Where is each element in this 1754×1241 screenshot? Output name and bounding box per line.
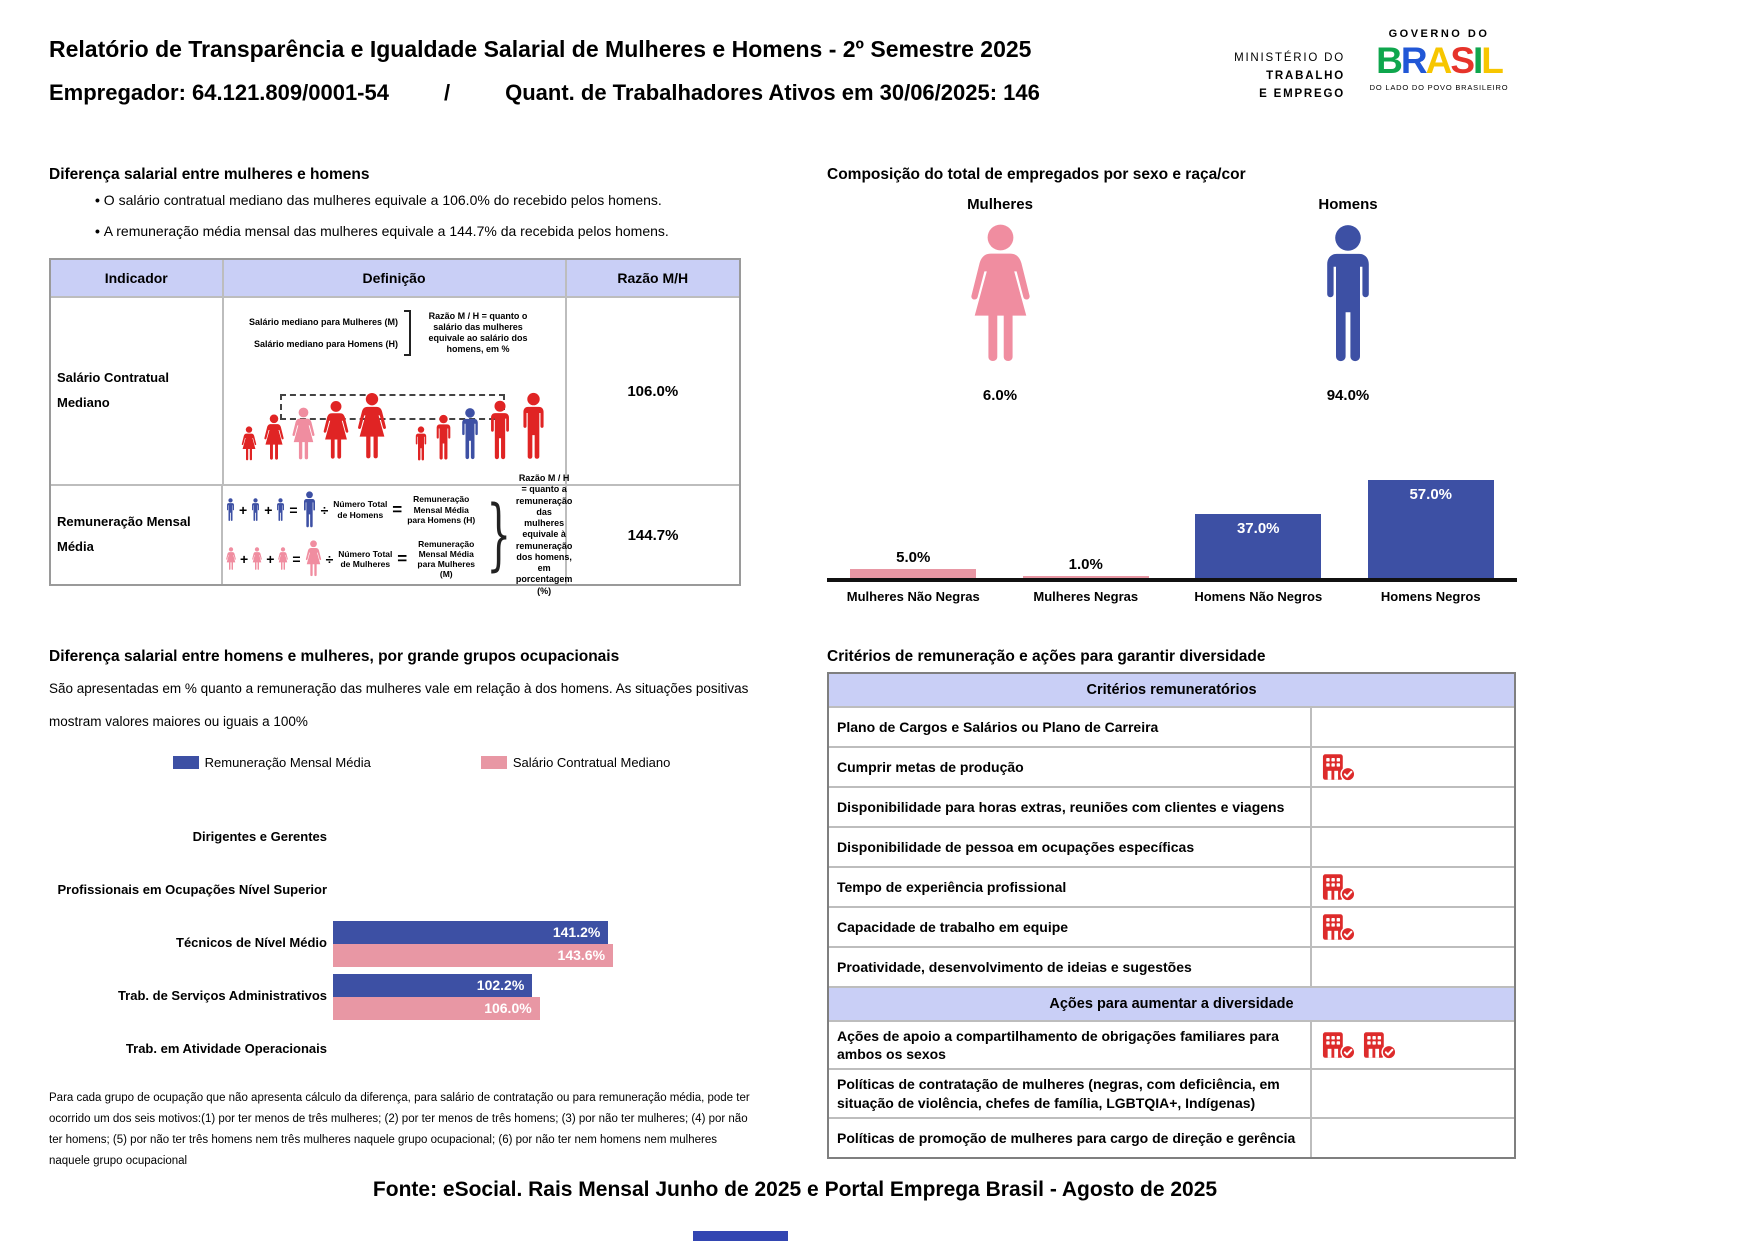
- equals-operator: =: [289, 501, 298, 518]
- criteria-label: Disponibilidade para horas extras, reuniões com clientes e viagens: [829, 788, 1312, 826]
- criteria-marks: [1312, 1070, 1514, 1116]
- definition-illustration: [224, 298, 567, 484]
- employer-id: Empregador: 64.121.809/0001-54: [49, 80, 389, 105]
- criteria-marks: [1312, 708, 1514, 746]
- bottom-blue-bar: [693, 1231, 788, 1241]
- women-remuneration-formula: [225, 539, 482, 580]
- occupational-chart: [49, 811, 794, 1076]
- bar-value-label: 37.0%: [1236, 520, 1280, 538]
- plus-operator: +: [264, 501, 273, 518]
- equals-operator: =: [397, 549, 408, 568]
- man-figure-icon: [486, 400, 514, 462]
- chart-row: [49, 811, 794, 864]
- bar-value-label: 57.0%: [1409, 485, 1453, 503]
- vbar-slot: [1172, 514, 1345, 578]
- subtitle-separator: /: [443, 80, 451, 105]
- criteria-row: [829, 1117, 1514, 1157]
- man-figure-icon: [250, 498, 261, 522]
- criteria-label: Disponibilidade de pessoa em ocupações específicas: [829, 828, 1312, 866]
- building-check-icon: [1322, 1031, 1356, 1060]
- women-group-figures: [240, 392, 389, 462]
- legend-label: Remuneração Mensal Média: [204, 755, 371, 770]
- brasil-letter: L: [1481, 40, 1502, 81]
- category-label: Profissionais em Ocupações Nível Superior: [57, 882, 327, 898]
- criteria-label: Políticas de contratação de mulheres (negras, com deficiência, em situação de violência, chefes de família, LGBTQIA+, Indígenas): [829, 1070, 1312, 1116]
- occupational-heading: Diferença salarial entre homens e mulheres, por grande grupos ocupacionais: [49, 648, 620, 665]
- chart-row: [49, 970, 794, 1023]
- ministry-line2: TRABALHO: [1266, 69, 1345, 82]
- bar: [1195, 514, 1321, 578]
- legend-swatch: [173, 756, 199, 769]
- bar-value-label: 1.0%: [1068, 556, 1103, 574]
- men-remuneration-formula: [225, 491, 482, 529]
- brasil-letter: A: [1425, 40, 1451, 81]
- bar-value-label: 102.2%: [476, 977, 525, 993]
- criteria-marks: [1312, 948, 1514, 986]
- composition-heading: Composição do total de empregados por sexo e raça/cor: [827, 166, 1246, 183]
- bar: [333, 944, 613, 967]
- occupational-subtext-1: São apresentadas em % quanto a remuneração das mulheres vale em relação à dos homens. As situações positivas: [49, 681, 749, 696]
- chart-row: [49, 1023, 794, 1076]
- plus-operator: +: [240, 551, 249, 567]
- criteria-label: Proatividade, desenvolvimento de ideias e sugestões: [829, 948, 1312, 986]
- bar: [333, 921, 608, 944]
- bar: [333, 997, 540, 1020]
- man-figure-icon: [433, 414, 454, 462]
- man-figure-icon: [275, 498, 286, 522]
- woman-figure-icon: [355, 392, 389, 462]
- vbar-slot: [1000, 556, 1173, 578]
- bars: [333, 921, 794, 967]
- bar: [1368, 480, 1494, 578]
- category-label: Técnicos de Nível Médio: [176, 935, 327, 951]
- salary-diff-bullets: [95, 192, 669, 254]
- median-men-label: Salário mediano para Homens (H): [254, 339, 399, 349]
- brasil-letter: R: [1400, 40, 1426, 81]
- criteria-row: [829, 946, 1514, 986]
- bar-value-label: 5.0%: [896, 549, 931, 567]
- woman-figure-icon: [251, 547, 263, 571]
- divide-operator: ÷: [325, 551, 334, 567]
- chart-row: [49, 864, 794, 917]
- col-definicao: Definição: [224, 260, 567, 296]
- criteria-label: Cumprir metas de produção: [829, 748, 1312, 786]
- criteria-label: Políticas de promoção de mulheres para cargo de direção e gerência: [829, 1119, 1312, 1157]
- bar-value-label: 143.6%: [557, 947, 606, 963]
- page-subtitle: [49, 80, 1040, 106]
- category-label: Trab. de Serviços Administrativos: [117, 988, 327, 1004]
- criteria-section-diversity: Ações para aumentar a diversidade: [829, 986, 1514, 1020]
- criteria-marks: [1312, 868, 1514, 906]
- composition-categories: [827, 589, 1517, 604]
- bullet-median-salary: • O salário contratual mediano das mulheres equivale a 106.0% do recebido pelos homens.: [95, 192, 669, 208]
- brace-shape: }: [486, 489, 512, 580]
- median-women-label: Salário mediano para Mulheres (M): [249, 317, 399, 327]
- gov-logo-slogan: DO LADO DO POVO BRASILEIRO: [1369, 83, 1509, 92]
- ratio-definition-note: Razão M / H = quanto o salário das mulheres equivale ao salário dos homens, em %: [428, 310, 528, 355]
- ratio-definition-note: Razão M / H = quanto a remuneração das mulheres equivale à remuneração dos homens, em porcentagem (%): [515, 473, 573, 596]
- men-divisor-text: Número Total de Homens: [333, 499, 388, 520]
- men-composition-block: [1268, 196, 1428, 404]
- legend-swatch: [481, 756, 507, 769]
- woman-figure-large-icon: [304, 540, 323, 578]
- ministry-logo: [1203, 50, 1345, 103]
- criteria-marks: [1312, 828, 1514, 866]
- equals-operator: =: [292, 551, 301, 567]
- composition-chart: [827, 424, 1517, 604]
- active-workers-count: Quant. de Trabalhadores Ativos em 30/06/2025: 146: [505, 80, 1040, 105]
- criteria-label: Ações de apoio a compartilhamento de obrigações familiares para ambos os sexos: [829, 1022, 1312, 1068]
- criteria-row: [829, 1068, 1514, 1116]
- building-check-icon: [1322, 753, 1356, 782]
- indicator-label: Salário Contratual Mediano: [51, 298, 224, 484]
- criteria-label: Tempo de experiência profissional: [829, 868, 1312, 906]
- woman-figure-large-icon: [965, 223, 1036, 368]
- building-check-icon: [1322, 913, 1356, 942]
- women-percentage: 6.0%: [982, 387, 1018, 404]
- criteria-row: [829, 746, 1514, 786]
- ministry-line1: MINISTÉRIO DO: [1234, 52, 1345, 64]
- criteria-row: [829, 866, 1514, 906]
- criteria-row: [829, 786, 1514, 826]
- bullet-mean-remuneration: • A remuneração média mensal das mulheres equivale a 144.7% da recebida pelos homens.: [95, 223, 669, 239]
- ministry-line3: E EMPREGO: [1259, 87, 1345, 100]
- government-brasil-logo: [1360, 28, 1518, 92]
- woman-figure-highlight-icon: [290, 407, 317, 462]
- col-indicador: Indicador: [51, 260, 224, 296]
- col-razao-mh: Razão M/H: [567, 260, 740, 296]
- women-divisor-text: Número Total de Mulheres: [338, 548, 393, 569]
- gov-logo-top-text: GOVERNO DO: [1388, 28, 1490, 40]
- man-figure-large-icon: [301, 491, 318, 529]
- table-row-median-salary: [51, 296, 739, 484]
- criteria-marks: [1312, 788, 1514, 826]
- plus-operator: +: [266, 551, 275, 567]
- criteria-marks: [1312, 1119, 1514, 1157]
- bar: [850, 569, 976, 578]
- legend-item: [173, 755, 371, 770]
- brasil-wordmark: [1360, 42, 1518, 79]
- legend-item: [481, 755, 671, 770]
- bracket-shape: [404, 310, 411, 356]
- criteria-marks: [1312, 908, 1514, 946]
- criteria-marks: [1312, 1022, 1514, 1068]
- man-figure-large-icon: [1316, 223, 1380, 368]
- category-label: Mulheres Não Negras: [846, 589, 980, 604]
- bar-value-label: 106.0%: [484, 1000, 532, 1016]
- occupational-footnote: Para cada grupo de ocupação que não apresenta cálculo da diferença, para salário de contratação ou para remuneração média, pode ter ocorrido um dos seis motivos:(1) por ter menos de três mulheres; (2) por ter menos de três homens; (3) por não ter mulheres; (4) por não ter homens; (5) por não ter três homens nem três mulheres naquele grupo ocupacional; (6) por não ter nem homens nem mulheres naquele grupo ocupacional: [49, 1092, 750, 1167]
- criteria-row: [829, 1020, 1514, 1068]
- brasil-letter: I: [1473, 40, 1482, 81]
- category-label: Homens Não Negros: [1194, 589, 1323, 604]
- criteria-row: [829, 706, 1514, 746]
- occupational-legend: [49, 755, 794, 770]
- definition-formula: [223, 473, 573, 596]
- bar: [333, 974, 532, 997]
- man-figure-highlight-icon: [458, 407, 482, 462]
- building-check-icon: [1322, 873, 1356, 902]
- man-figure-icon: [518, 392, 549, 462]
- building-check-icon: [1363, 1031, 1397, 1060]
- criteria-label: Capacidade de trabalho em equipe: [829, 908, 1312, 946]
- criteria-table: [827, 672, 1516, 1159]
- men-result-text: Remuneração Mensal Média para Homens (H): [407, 494, 476, 525]
- criteria-marks: [1312, 748, 1514, 786]
- vbar-slot: [827, 549, 1000, 578]
- man-figure-icon: [413, 426, 429, 462]
- men-label: Homens: [1318, 196, 1378, 213]
- chart-row: [49, 917, 794, 970]
- page-title: Relatório de Transparência e Igualdade Salarial de Mulheres e Homens - 2º Semestre 2025: [49, 36, 1032, 62]
- woman-figure-icon: [262, 414, 286, 462]
- criteria-label: Plano de Cargos e Salários ou Plano de Carreira: [829, 708, 1312, 746]
- criteria-row: [829, 906, 1514, 946]
- category-label: Mulheres Negras: [1033, 589, 1139, 604]
- women-label: Mulheres: [967, 196, 1033, 213]
- indicator-table-header: [51, 260, 739, 296]
- woman-figure-icon: [277, 547, 289, 571]
- vbar-slot: [1345, 480, 1518, 578]
- occupational-subtext-2: mostram valores maiores ou iguais a 100%: [49, 714, 308, 729]
- indicator-label: Remuneração Mensal Média: [51, 486, 223, 584]
- brasil-letter: S: [1450, 40, 1473, 81]
- source-footer: Fonte: eSocial. Rais Mensal Junho de 2025 e Portal Emprega Brasil - Agosto de 2025: [372, 1178, 1218, 1201]
- criteria-section-remuneration: Critérios remuneratórios: [829, 674, 1514, 706]
- criteria-heading: Critérios de remuneração e ações para garantir diversidade: [827, 648, 1266, 665]
- bar: [1023, 576, 1149, 578]
- men-percentage: 94.0%: [1326, 387, 1370, 404]
- women-composition-block: [920, 196, 1080, 404]
- woman-figure-icon: [225, 547, 237, 571]
- ratio-value: 106.0%: [627, 382, 679, 400]
- men-group-figures: [413, 392, 549, 462]
- category-label: Trab. em Atividade Operacionais: [125, 1041, 327, 1057]
- plus-operator: +: [239, 501, 248, 518]
- bars: [333, 974, 794, 1020]
- bar-value-label: 141.2%: [552, 924, 601, 940]
- ratio-value: 144.7%: [627, 526, 679, 544]
- woman-figure-icon: [240, 426, 258, 462]
- category-label: Dirigentes e Gerentes: [192, 829, 327, 845]
- man-figure-icon: [225, 498, 236, 522]
- composition-bars: [827, 424, 1517, 582]
- legend-label: Salário Contratual Mediano: [512, 755, 671, 770]
- salary-diff-heading: Diferença salarial entre mulheres e homens: [49, 166, 370, 183]
- criteria-row: [829, 826, 1514, 866]
- people-comparison-illustration: [228, 358, 561, 466]
- brasil-letter: B: [1376, 40, 1401, 81]
- divide-operator: ÷: [320, 501, 329, 518]
- woman-figure-icon: [321, 400, 351, 462]
- indicator-table: [49, 258, 741, 596]
- women-result-text: Remuneração Mensal Média para Mulheres (M): [417, 538, 476, 580]
- category-label: Homens Negros: [1380, 589, 1481, 604]
- table-row-mean-remuneration: [51, 473, 739, 596]
- equals-operator: =: [392, 499, 403, 519]
